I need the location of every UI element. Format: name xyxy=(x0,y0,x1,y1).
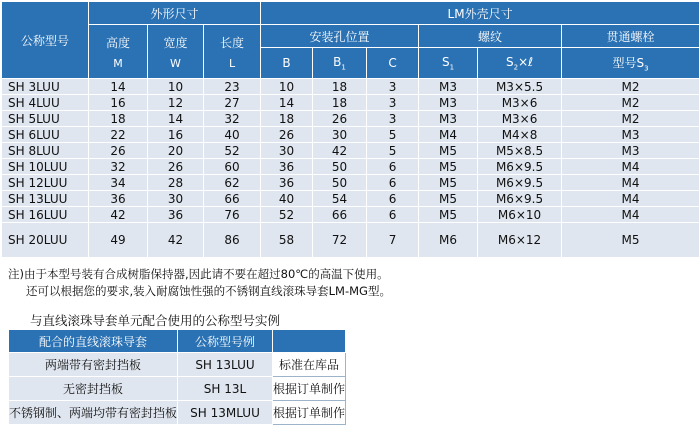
cell-s1: M3 xyxy=(419,111,478,127)
cell-c: 6 xyxy=(367,159,419,175)
cell-w: 30 xyxy=(148,191,204,207)
cell-l: 66 xyxy=(204,191,261,207)
cell-s1: M3 xyxy=(419,79,478,95)
table-row xyxy=(2,143,700,159)
cell-model: SH 3LUU xyxy=(2,79,89,95)
cell-model: SH 13LUU xyxy=(2,191,89,207)
cell-l: 60 xyxy=(204,159,261,175)
col-b1-header: $B_1$ xyxy=(313,48,367,79)
cell-b1: 50 xyxy=(313,159,367,175)
cell-l: 52 xyxy=(204,143,261,159)
cell-c: 6 xyxy=(367,191,419,207)
pair-row xyxy=(9,401,346,425)
pair-row xyxy=(9,353,346,377)
cell-c: 6 xyxy=(367,175,419,191)
cell-w: 28 xyxy=(148,175,204,191)
cell-s3: M4 xyxy=(562,191,700,207)
cell-s2l: M6×9.5 xyxy=(478,191,562,207)
cell-model: SH 20LUU xyxy=(2,223,89,258)
cell-w: 14 xyxy=(148,111,204,127)
cell-model: SH 10LUU xyxy=(2,159,89,175)
cell-s3: M3 xyxy=(562,143,700,159)
pair-cell-status: 标准在库品 xyxy=(273,353,346,377)
pair-table xyxy=(8,329,346,425)
cell-w: 16 xyxy=(148,127,204,143)
model-header: 公称型号 xyxy=(2,2,89,79)
cell-s1: M4 xyxy=(419,127,478,143)
cell-l: 62 xyxy=(204,175,261,191)
cell-b1: 42 xyxy=(313,143,367,159)
height-header: 高度 M xyxy=(89,25,148,79)
cell-b: 58 xyxy=(261,223,313,258)
cell-c: 6 xyxy=(367,207,419,223)
cell-m: 22 xyxy=(89,127,148,143)
pair-cell-status: 根据订单制作 xyxy=(273,401,346,425)
cell-b: 14 xyxy=(261,95,313,111)
cell-s3: M4 xyxy=(562,159,700,175)
cell-s2l: M6×9.5 xyxy=(478,159,562,175)
cell-model: SH 8LUU xyxy=(2,143,89,159)
pair-col1-header: 配合的直线滚珠导套 xyxy=(9,330,178,353)
table-row xyxy=(2,191,700,207)
cell-c: 5 xyxy=(367,143,419,159)
cell-s3: M4 xyxy=(562,175,700,191)
cell-model: SH 5LUU xyxy=(2,111,89,127)
cell-s2l: M3×6 xyxy=(478,95,562,111)
pair-cell-bushing: 两端带有密封挡板 xyxy=(9,353,178,377)
cell-w: 26 xyxy=(148,159,204,175)
cell-model: SH 4LUU xyxy=(2,95,89,111)
cell-m: 36 xyxy=(89,191,148,207)
cell-s1: M6 xyxy=(419,223,478,258)
cell-l: 32 xyxy=(204,111,261,127)
cell-b: 36 xyxy=(261,159,313,175)
cell-b1: 18 xyxy=(313,79,367,95)
cell-b: 18 xyxy=(261,111,313,127)
pair-col2-header: 公称型号例 xyxy=(178,330,273,353)
col-b-header: B xyxy=(261,48,313,79)
cell-b: 10 xyxy=(261,79,313,95)
cell-s2l: M3×5.5 xyxy=(478,79,562,95)
table-row xyxy=(2,95,700,111)
cell-s1: M5 xyxy=(419,175,478,191)
cell-s2l: M3×6 xyxy=(478,111,562,127)
cell-m: 18 xyxy=(89,111,148,127)
note-line-1: 注)由于本型号装有合成树脂保持器,因此请不要在超过80℃的高温下使用。 xyxy=(8,267,389,281)
mount-hole-header: 安装孔位置 xyxy=(261,25,419,48)
cell-b1: 18 xyxy=(313,95,367,111)
length-header: 长度 L xyxy=(204,25,261,79)
cell-l: 27 xyxy=(204,95,261,111)
pair-table-title: 与直线滚珠导套单元配合使用的公称型号实例 xyxy=(30,313,281,328)
cell-m: 32 xyxy=(89,159,148,175)
header-row-2 xyxy=(2,25,700,48)
cell-c: 3 xyxy=(367,79,419,95)
table-row xyxy=(2,127,700,143)
cell-b: 52 xyxy=(261,207,313,223)
cell-b1: 54 xyxy=(313,191,367,207)
cell-s1: M5 xyxy=(419,159,478,175)
spec-table xyxy=(1,1,700,258)
cell-w: 36 xyxy=(148,207,204,223)
cell-s2l: M5×8.5 xyxy=(478,143,562,159)
cell-s3: M4 xyxy=(562,207,700,223)
cell-b1: 66 xyxy=(313,207,367,223)
cell-s2l: M4×8 xyxy=(478,127,562,143)
table-row xyxy=(2,111,700,127)
pair-col3-header xyxy=(273,330,346,353)
cell-c: 5 xyxy=(367,127,419,143)
col-s2-header: $S_2\times\ell$ xyxy=(478,48,562,79)
pair-row xyxy=(9,377,346,401)
cell-s3: M5 xyxy=(562,223,700,258)
cell-b1: 50 xyxy=(313,175,367,191)
bolt-model-header: 型号$S_3$ xyxy=(562,48,700,79)
cell-s1: M5 xyxy=(419,191,478,207)
cell-l: 76 xyxy=(204,207,261,223)
cell-s2l: M6×12 xyxy=(478,223,562,258)
cell-s3: M3 xyxy=(562,127,700,143)
table-row xyxy=(2,79,700,95)
pair-table-body xyxy=(9,353,346,425)
col-s1-header: $S_1$ xyxy=(419,48,478,79)
cell-s2l: M6×9.5 xyxy=(478,175,562,191)
cell-m: 26 xyxy=(89,143,148,159)
cell-w: 42 xyxy=(148,223,204,258)
thread-header: 螺纹 xyxy=(419,25,562,48)
pair-cell-bushing: 不锈钢制、两端均带有密封挡板 xyxy=(9,401,178,425)
cell-c: 7 xyxy=(367,223,419,258)
cell-m: 16 xyxy=(89,95,148,111)
cell-s1: M5 xyxy=(419,143,478,159)
cell-l: 86 xyxy=(204,223,261,258)
cell-model: SH 6LUU xyxy=(2,127,89,143)
cell-m: 14 xyxy=(89,79,148,95)
pair-header-row xyxy=(9,330,346,353)
cell-c: 3 xyxy=(367,111,419,127)
spec-table-body xyxy=(2,79,700,258)
cell-model: SH 16LUU xyxy=(2,207,89,223)
cell-s3: M2 xyxy=(562,111,700,127)
cell-m: 34 xyxy=(89,175,148,191)
cell-s1: M5 xyxy=(419,207,478,223)
cell-b1: 26 xyxy=(313,111,367,127)
cell-b1: 72 xyxy=(313,223,367,258)
cell-s3: M2 xyxy=(562,79,700,95)
pair-cell-status: 根据订单制作 xyxy=(273,377,346,401)
cell-w: 20 xyxy=(148,143,204,159)
cell-b: 40 xyxy=(261,191,313,207)
cell-m: 49 xyxy=(89,223,148,258)
table-row xyxy=(2,175,700,191)
table-row xyxy=(2,223,700,258)
cell-s3: M2 xyxy=(562,95,700,111)
outer-dims-header: 外形尺寸 xyxy=(89,2,261,25)
width-header: 宽度 W xyxy=(148,25,204,79)
pair-cell-bushing: 无密封挡板 xyxy=(9,377,178,401)
col-c-header: C xyxy=(367,48,419,79)
cell-b: 36 xyxy=(261,175,313,191)
table-row xyxy=(2,207,700,223)
cell-b: 26 xyxy=(261,127,313,143)
cell-b: 30 xyxy=(261,143,313,159)
header-row-1 xyxy=(2,2,700,25)
cell-b1: 30 xyxy=(313,127,367,143)
cell-w: 10 xyxy=(148,79,204,95)
cell-w: 12 xyxy=(148,95,204,111)
cell-l: 40 xyxy=(204,127,261,143)
cell-s1: M3 xyxy=(419,95,478,111)
cell-l: 23 xyxy=(204,79,261,95)
through-bolt-header: 贯通螺栓 xyxy=(562,25,700,48)
cell-c: 3 xyxy=(367,95,419,111)
lm-dims-header: LM外壳尺寸 xyxy=(261,2,700,25)
cell-m: 42 xyxy=(89,207,148,223)
table-row xyxy=(2,159,700,175)
note-line-2: 还可以根据您的要求,装入耐腐蚀性强的不锈钢直线滚珠导套LM-MG型。 xyxy=(26,284,391,298)
cell-s2l: M6×10 xyxy=(478,207,562,223)
pair-cell-model: SH 13L xyxy=(178,377,273,401)
pair-cell-model: SH 13MLUU xyxy=(178,401,273,425)
cell-model: SH 12LUU xyxy=(2,175,89,191)
pair-cell-model: SH 13LUU xyxy=(178,353,273,377)
